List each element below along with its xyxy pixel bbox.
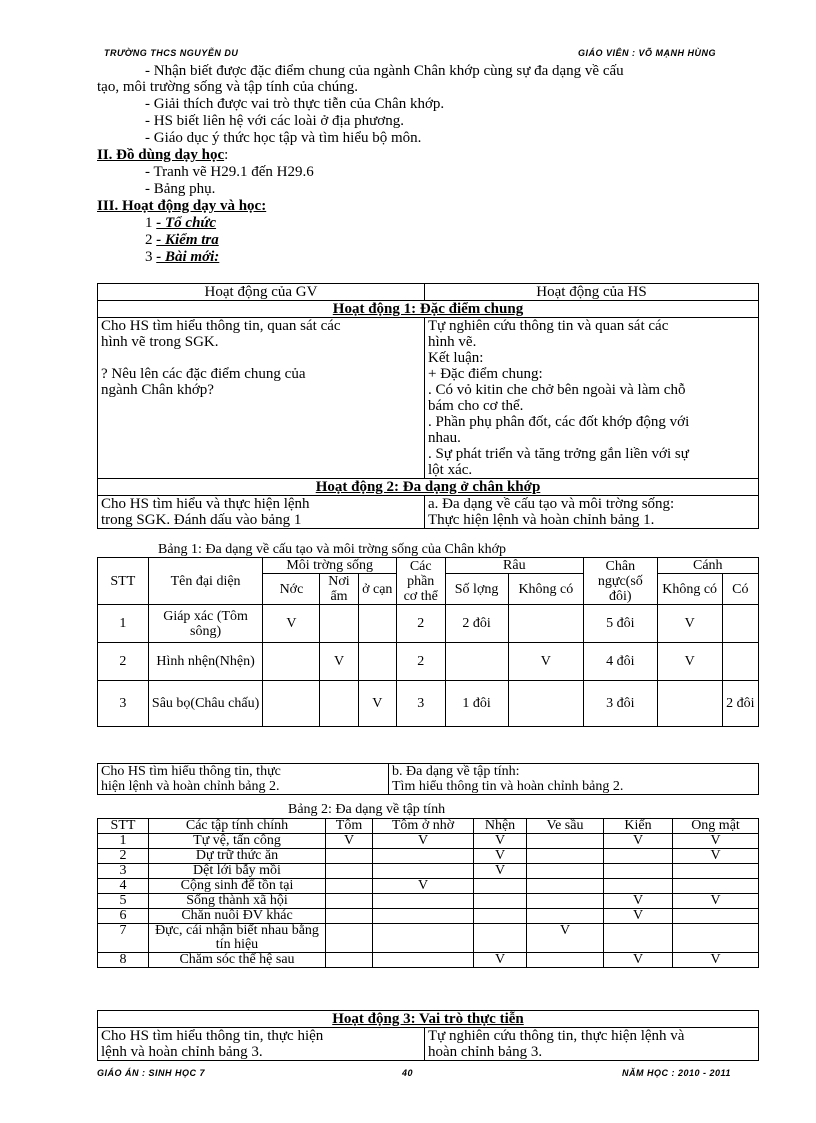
t2-cell: Cộng sinh để tồn tại (149, 879, 326, 894)
section3-item (145, 215, 216, 231)
t2-h-stt: STT (98, 819, 149, 834)
activity1-title: Hoạt động 1: Đặc điểm chung (98, 301, 759, 318)
activity3-hs (425, 1028, 759, 1061)
text-line: nhau. (428, 430, 461, 446)
table-row (98, 643, 759, 681)
t2-cell: V (673, 834, 759, 849)
t2-cell: V (604, 894, 673, 909)
activity3-title: Hoạt động 3: Vai trò thực tiễn (98, 1011, 759, 1028)
t2-cell (527, 849, 604, 864)
intro-line: - Giải thích được vai trò thực tiễn của Chân khớp. (145, 96, 445, 112)
t1-cell: 3 (98, 681, 149, 727)
t1-cell: 2 (396, 605, 445, 643)
table2 (97, 818, 759, 968)
text-line: Tự nghiên cứu thông tin và quan sát các (428, 318, 669, 334)
text-line: lột xác. (428, 462, 473, 478)
t1-cell: Sâu bọ(Châu chấu) (148, 681, 263, 727)
t1-cell: 2 (396, 643, 445, 681)
t1-cell (508, 605, 584, 643)
text-line: . Sự phát triển và tăng trởng gắn liền với sự (428, 446, 689, 462)
t1-cell: V (508, 643, 584, 681)
t1-cell: 1 (98, 605, 149, 643)
t2-cell: V (474, 864, 527, 879)
t2-h-ve-sau: Ve sầu (527, 819, 604, 834)
section3-title: III. Hoạt động dạy và học: (97, 198, 267, 214)
text-line: . Có vỏ kitin che chở bên ngoài và làm chỗ (428, 382, 686, 398)
table1-caption: Bảng 1: Đa dạng về cấu tạo và môi trờng sống của Chân khớp (158, 542, 507, 557)
t1-cell (263, 643, 320, 681)
table-row (98, 864, 759, 879)
t2-cell: 8 (98, 953, 149, 968)
t2-cell: Dệt lới bẫy mồi (149, 864, 326, 879)
t1-cell: 1 đôi (445, 681, 508, 727)
t2-cell (673, 909, 759, 924)
intro-line: - Nhận biết được đặc điểm chung của ngành Chân khớp cùng sự đa dạng về cấu (145, 63, 624, 79)
text-line: Kết luận: (428, 350, 484, 366)
t2-cell: 7 (98, 924, 149, 953)
table-row (98, 924, 759, 953)
t2-cell (326, 879, 373, 894)
section2-colon: : (224, 147, 229, 163)
text-line: a. Đa dạng về cấu tạo và môi trờng sống: (428, 496, 675, 512)
text-line: hình vẽ trong SGK. (101, 334, 219, 350)
t2-cell (527, 834, 604, 849)
t2-cell (527, 864, 604, 879)
t2-cell (673, 924, 759, 953)
header-school: TRƯỜNG THCS NGUYỄN DU (104, 48, 239, 58)
t1-cell (358, 643, 396, 681)
t1-h-stt: STT (98, 558, 149, 605)
t1-cell (657, 681, 722, 727)
activity3-gv (98, 1028, 425, 1061)
t1-cell: 2 đôi (445, 605, 508, 643)
text-line: Cho HS tìm hiểu thông tin, thực hiện (101, 1028, 324, 1044)
text-line: ngành Chân khớp? (101, 382, 214, 398)
activity1-gv (98, 318, 425, 479)
t1-cell: V (320, 643, 358, 681)
t1-h-name: Tên đại diện (148, 558, 263, 605)
t2-cell: 4 (98, 879, 149, 894)
section2-heading (97, 147, 228, 163)
activity3-table (97, 1010, 759, 1061)
t1-cell (263, 681, 320, 727)
t1-h-canh-khong: Không có (657, 574, 722, 605)
t1-cell: V (657, 605, 722, 643)
t1-h-parts: Các phần cơ thể (396, 558, 445, 605)
col-gv-header: Hoạt động của GV (98, 284, 425, 301)
table1 (97, 557, 759, 727)
text-line: hiện lệnh và hoàn chỉnh bảng 2. (101, 779, 280, 794)
t2-cell (326, 909, 373, 924)
table-row (98, 953, 759, 968)
t2-cell (527, 953, 604, 968)
t2-cell (326, 849, 373, 864)
activity-table (97, 283, 759, 529)
t2-cell (326, 924, 373, 953)
t1-h-chan: Chân ngực(số đôi) (584, 558, 657, 605)
text-line: . Phần phụ phân đốt, các đốt khớp động với (428, 414, 690, 430)
t2-h-nhen: Nhện (474, 819, 527, 834)
t2-cell (373, 864, 474, 879)
t2-cell (474, 924, 527, 953)
t2-cell: 1 (98, 834, 149, 849)
t1-h-rau-khong: Không có (508, 574, 584, 605)
t1-h-rau-so: Số lợng (445, 574, 508, 605)
t2-cell: V (373, 834, 474, 849)
section3-num: 2 (145, 232, 157, 248)
t1-cell (320, 605, 358, 643)
t1-cell (508, 681, 584, 727)
t2-cell (673, 879, 759, 894)
text-line: Thực hiện lệnh và hoàn chỉnh bảng 1. (428, 512, 655, 528)
t2-cell: V (373, 879, 474, 894)
t1-h-canh: Cánh (657, 558, 758, 574)
table-row (98, 849, 759, 864)
table-row (98, 894, 759, 909)
mid-hs (389, 764, 759, 795)
t1-h-env: Môi trờng sống (263, 558, 396, 574)
t2-h-tom-o-nho: Tôm ở nhờ (373, 819, 474, 834)
text-line: hình vẽ. (428, 334, 477, 350)
footer-year: NĂM HỌC : 2010 - 2011 (622, 1068, 731, 1078)
t1-cell (722, 605, 758, 643)
t1-h-am: Nơi ẩm (320, 574, 358, 605)
t2-cell (373, 953, 474, 968)
t2-cell: V (474, 834, 527, 849)
intro-line: - HS biết liên hệ với các loài ở địa phương. (145, 113, 404, 129)
t2-cell: V (326, 834, 373, 849)
t1-h-nuoc: Nớc (263, 574, 320, 605)
text-line: ? Nêu lên các đặc điểm chung của (101, 366, 306, 382)
section3-item (145, 249, 219, 265)
t2-cell: Đực, cái nhận biết nhau bằng tín hiệu (149, 924, 326, 953)
activity2-hs (425, 496, 759, 529)
section3-label: - Tổ chức (156, 215, 217, 231)
t2-cell: 2 (98, 849, 149, 864)
t2-cell: V (673, 849, 759, 864)
t2-cell: 3 (98, 864, 149, 879)
t2-h-tom: Tôm (326, 819, 373, 834)
section2-item: - Bảng phụ. (145, 181, 216, 197)
t1-cell: 3 đôi (584, 681, 657, 727)
t1-cell: 4 đôi (584, 643, 657, 681)
t2-cell (326, 864, 373, 879)
t2-cell (527, 894, 604, 909)
t2-cell: V (527, 924, 604, 953)
text-line: Cho HS tìm hiểu thông tin, thực (101, 764, 281, 779)
section3-label: - Kiểm tra (156, 232, 219, 248)
activity1-hs (425, 318, 759, 479)
t2-cell: Dự trữ thức ăn (149, 849, 326, 864)
t1-cell: Giáp xác (Tôm sông) (148, 605, 263, 643)
text-line: Tự nghiên cứu thông tin, thực hiện lệnh và (428, 1028, 685, 1044)
t1-cell: V (657, 643, 722, 681)
activity2-gv (98, 496, 425, 529)
section3-item (145, 232, 219, 248)
t2-cell: V (474, 953, 527, 968)
t2-h-kien: Kiến (604, 819, 673, 834)
t1-cell (320, 681, 358, 727)
t2-cell: Tự vệ, tấn công (149, 834, 326, 849)
t1-cell (445, 643, 508, 681)
t1-cell: V (263, 605, 320, 643)
section3-label: - Bài mới: (156, 249, 220, 265)
t2-cell (604, 864, 673, 879)
t1-cell (722, 643, 758, 681)
t2-cell: V (604, 834, 673, 849)
mid-gv (98, 764, 389, 795)
t1-cell: 2 (98, 643, 149, 681)
t2-cell (373, 849, 474, 864)
t1-h-canh-co: Có (722, 574, 758, 605)
t2-cell (474, 879, 527, 894)
t1-h-rau: Râu (445, 558, 584, 574)
text-line: bám cho cơ thể. (428, 398, 524, 414)
t1-cell: V (358, 681, 396, 727)
t2-cell: Chăm sóc thế hệ sau (149, 953, 326, 968)
t1-cell: 5 đôi (584, 605, 657, 643)
t2-cell (604, 879, 673, 894)
t2-cell (373, 894, 474, 909)
mid-table (97, 763, 759, 795)
col-hs-header: Hoạt động của HS (425, 284, 759, 301)
t2-cell: 5 (98, 894, 149, 909)
text-line: + Đặc điểm chung: (428, 366, 543, 382)
t1-h-can: ở cạn (358, 574, 396, 605)
header-teacher: GIÁO VIÊN : VÕ MẠNH HÙNG (578, 48, 717, 58)
table-row (98, 909, 759, 924)
t2-cell: V (474, 849, 527, 864)
table2-caption: Bảng 2: Đa dạng về tập tính (288, 802, 446, 817)
t1-cell: 2 đôi (722, 681, 758, 727)
t2-cell: V (604, 909, 673, 924)
footer-subject: GIÁO ÁN : SINH HỌC 7 (97, 1068, 206, 1078)
section3-num: 3 (145, 249, 157, 265)
section3-num: 1 (145, 215, 157, 231)
text-line (101, 350, 421, 366)
t2-cell (474, 894, 527, 909)
t2-cell (326, 894, 373, 909)
t2-cell (604, 924, 673, 953)
text-line: Cho HS tìm hiểu thông tin, quan sát các (101, 318, 341, 334)
footer-page: 40 (402, 1068, 414, 1078)
t2-cell: V (673, 953, 759, 968)
table-row (98, 681, 759, 727)
t2-cell (604, 849, 673, 864)
text-line: hoàn chỉnh bảng 3. (428, 1044, 543, 1060)
table-row (98, 834, 759, 849)
t1-cell: 3 (396, 681, 445, 727)
t2-cell (474, 909, 527, 924)
section2-item: - Tranh vẽ H29.1 đến H29.6 (145, 164, 314, 180)
intro-line: tạo, môi trường sống và tập tính của chúng. (97, 79, 359, 95)
table-row (98, 605, 759, 643)
t1-cell: Hình nhện(Nhện) (148, 643, 263, 681)
t2-cell: Chăn nuôi ĐV khác (149, 909, 326, 924)
t2-cell: V (604, 953, 673, 968)
t2-h-behavior: Các tập tính chính (149, 819, 326, 834)
intro-line: - Giáo dục ý thức học tập và tìm hiểu bộ môn. (145, 130, 422, 146)
t2-cell (373, 909, 474, 924)
t2-cell (373, 924, 474, 953)
t2-cell (326, 953, 373, 968)
t1-cell (358, 605, 396, 643)
text-line: b. Đa dạng về tập tính: (392, 764, 520, 779)
text-line: Cho HS tìm hiểu và thực hiện lệnh (101, 496, 310, 512)
t2-cell: Sống thành xã hội (149, 894, 326, 909)
text-line: Tìm hiểu thông tin và hoàn chỉnh bảng 2. (392, 779, 624, 794)
t2-cell (527, 909, 604, 924)
t2-cell (527, 879, 604, 894)
table-row (98, 879, 759, 894)
t2-cell (673, 864, 759, 879)
t2-h-ong-mat: Ong mật (673, 819, 759, 834)
t2-cell: V (673, 894, 759, 909)
text-line: trong SGK. Đánh dấu vào bảng 1 (101, 512, 302, 528)
t2-cell: 6 (98, 909, 149, 924)
section2-title: II. Đồ dùng dạy học (97, 147, 225, 163)
text-line: lệnh và hoàn chỉnh bảng 3. (101, 1044, 263, 1060)
activity2-title: Hoạt động 2: Đa dạng ở chân khớp (98, 479, 759, 496)
